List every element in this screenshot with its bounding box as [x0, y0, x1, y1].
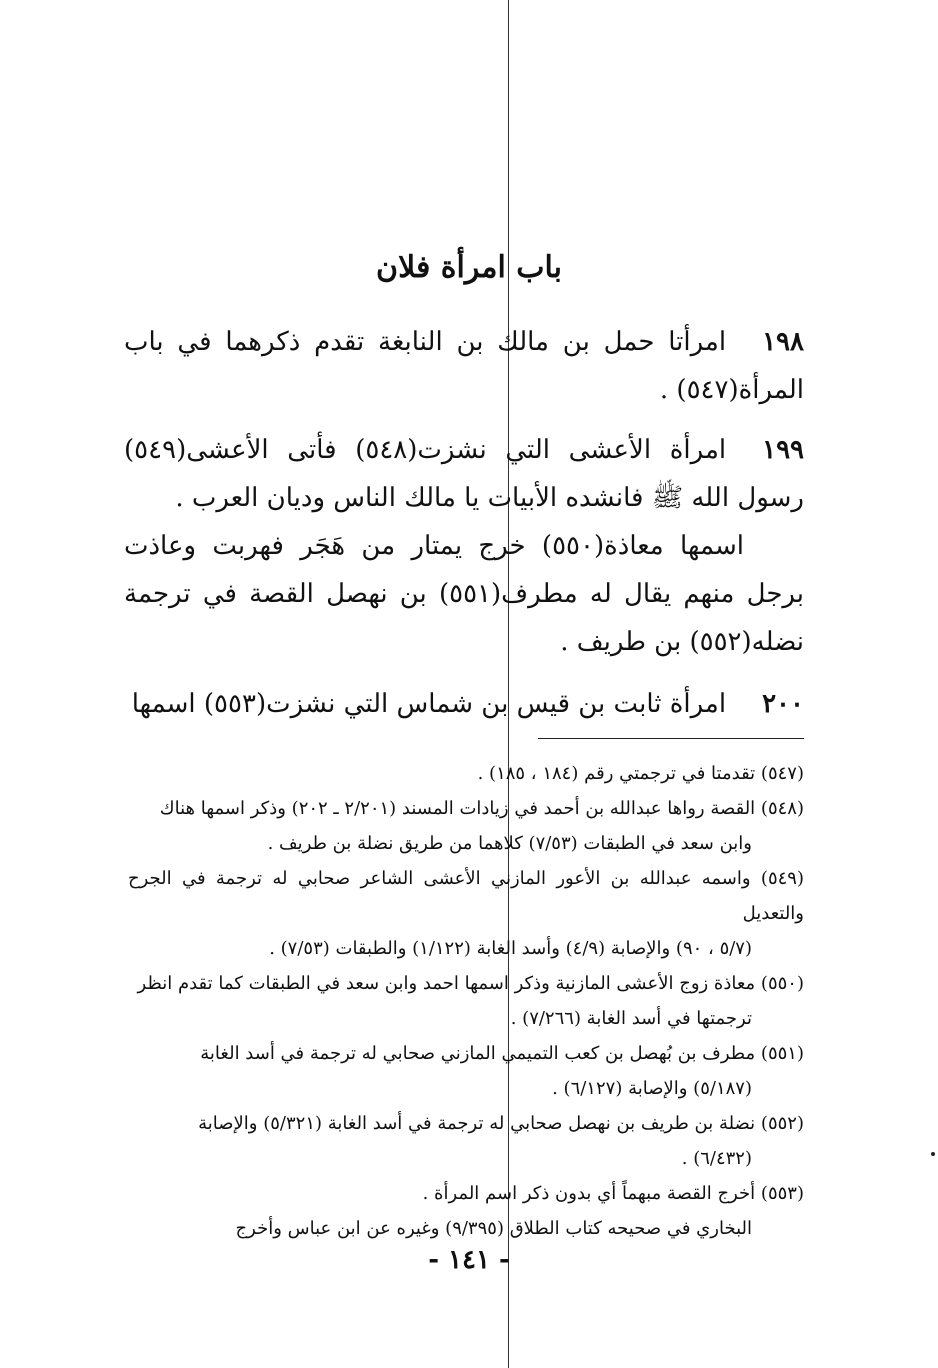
scan-speck [931, 1152, 935, 1156]
footnote-continuation: (٥/١٨٧) والإصابة (٦/١٢٧) . [552, 1078, 752, 1099]
footnote [128, 1036, 804, 1106]
footnote [128, 1106, 804, 1176]
entry-paragraph [124, 522, 804, 666]
footnote-id: (٥٥٢) [760, 1113, 804, 1134]
footnote-id: (٥٤٨) [760, 798, 804, 819]
footnote-text: مطرف بن بُهصل بن كعب التميمي المازني صحابي له ترجمة في أسد الغابة [200, 1043, 756, 1064]
page-number: - ١٤١ - [428, 1245, 510, 1275]
footnote-separator [538, 738, 804, 739]
entry-paragraph [124, 318, 804, 414]
footnote-text: واسمه عبدالله بن الأعور المازني الأعشى الشاعر صحابي له ترجمة في الجرح والتعديل [128, 868, 804, 924]
entry-paragraph [124, 680, 804, 728]
footnote-id: (٥٥٠) [760, 973, 804, 994]
footnote-continuation: ترجمتها في أسد الغابة (٧/٢٦٦) . [510, 1008, 752, 1029]
footnote-text: نضلة بن طريف بن نهصل صحابي له ترجمة في أسد الغابة (٥/٣٢١) والإصابة [198, 1113, 756, 1134]
footnote [128, 966, 804, 1036]
footnote-id: (٥٥١) [760, 1043, 804, 1064]
footnote-continuation: (٥/٧ ، ٩٠) والإصابة (٤/٩) وأسد الغابة (١/١٢٢) والطبقات (٧/٥٣) . [269, 938, 752, 959]
footnote-text: أخرج القصة مبهماً أي بدون ذكر اسم المرأة . [422, 1183, 756, 1204]
footnote-id: (٥٥٣) [760, 1183, 804, 1204]
entry-paragraph [124, 426, 804, 522]
entry-text: امرأة ثابت بن قيس بن شماس التي نشزت(٥٥٣) اسمها [131, 689, 727, 719]
entry-text: امرأة الأعشى التي نشزت(٥٤٨) فأتى الأعشى(٥٤٩) رسول الله ﷺ فانشده الأبيات يا مالك الناس وديان العرب . [124, 435, 804, 513]
footnote-continuation: البخاري في صحيحه كتاب الطلاق (٩/٣٩٥) وغيره عن ابن عباس وأخرج [235, 1218, 752, 1239]
entry-number: ٢٠٠ [762, 689, 804, 719]
entry-number: ١٩٨ [762, 327, 804, 357]
entry-text: اسمها معاذة(٥٥٠) خرج يمتار من هَجَر فهربت وعاذت برجل منهم يقال له مطرف(٥٥١) بن نهصل القصة في ترجمة نضله(٥٥٢) بن طريف . [124, 531, 804, 657]
entry-198 [124, 318, 804, 414]
footnote-text: معاذة زوج الأعشى المازنية وذكر اسمها احمد وابن سعد في الطبقات كما تقدم انظر [137, 973, 756, 994]
entry-200 [124, 680, 804, 728]
footnote-id: (٥٤٧) [760, 763, 804, 784]
footnote [128, 1176, 804, 1211]
footnote-text: تقدمتا في ترجمتي رقم (١٨٤ ، ١٨٥) . [477, 763, 756, 784]
footnote-continuation: وابن سعد في الطبقات (٧/٥٣) كلاهما من طريق نضلة بن طريف . [267, 833, 752, 854]
footnote-text: القصة رواها عبدالله بن أحمد في زيادات المسند (٢/٢٠١ ـ ٢٠٢) وذكر اسمها هناك [159, 798, 756, 819]
footnote [128, 861, 804, 966]
footnote-id: (٥٤٩) [760, 868, 804, 889]
footnote [128, 756, 804, 791]
entry-text: امرأتا حمل بن مالك بن النابغة تقدم ذكرهما في باب المرأة(٥٤٧) . [124, 327, 804, 405]
entry-199 [124, 426, 804, 666]
section-heading: باب امرأة فلان [376, 250, 562, 285]
footnote [128, 791, 804, 861]
entry-number: ١٩٩ [762, 435, 805, 465]
footnotes [128, 756, 804, 1246]
footnote-continuation: (٦/٤٣٢) . [681, 1148, 752, 1169]
